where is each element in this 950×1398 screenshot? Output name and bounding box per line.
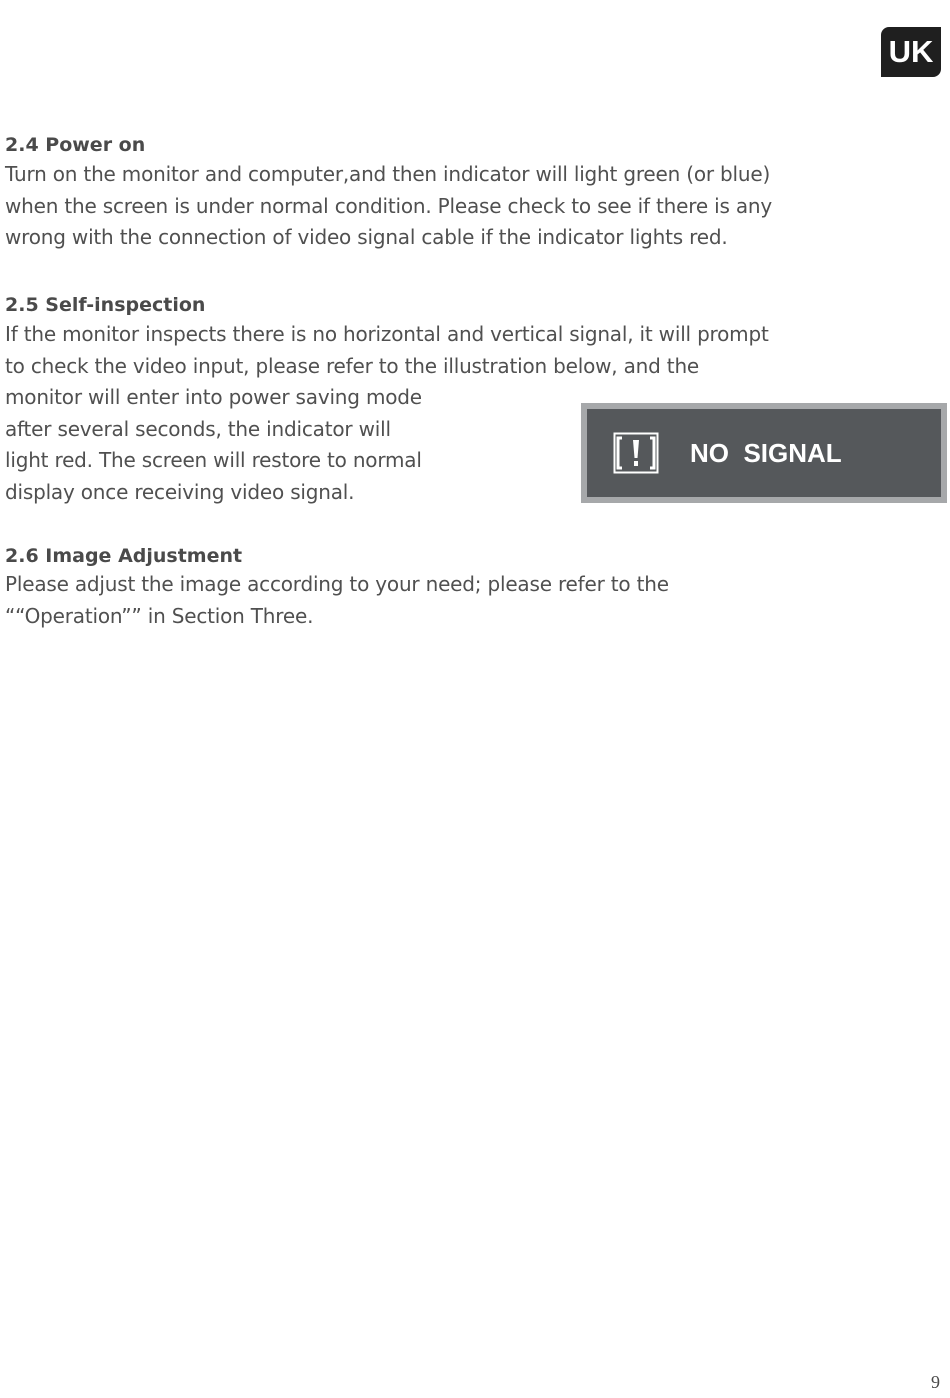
- section-heading-image-adjustment: 2.6 Image Adjustment: [5, 545, 243, 567]
- body-line: If the monitor inspects there is no horizontal and vertical signal, it will prompt: [5, 322, 769, 346]
- body-line: light red. The screen will restore to normal: [5, 448, 422, 472]
- body-line: wrong with the connection of video signal cable if the indicator lights red.: [5, 225, 728, 249]
- body-line: ““Operation”” in Section Three.: [5, 603, 314, 628]
- language-badge: [881, 27, 941, 77]
- body-line: Please adjust the image according to your need; please refer to the: [5, 572, 669, 596]
- body-line: display once receiving video signal.: [5, 479, 355, 504]
- body-line: when the screen is under normal condition. Please check to see if there is any: [5, 193, 772, 218]
- section-heading-power-on: 2.4 Power on: [5, 134, 146, 156]
- body-line: after several seconds, the indicator will: [5, 416, 391, 441]
- body-line: Turn on the monitor and computer,and then indicator will light green (or blue): [5, 162, 771, 186]
- warning-icon: [613, 432, 659, 474]
- body-line: monitor will enter into power saving mode: [5, 385, 422, 409]
- section-body-image-adjustment: [5, 569, 669, 632]
- section-heading-self-inspection: 2.5 Self-inspection: [5, 294, 206, 316]
- no-signal-panel: [587, 409, 941, 497]
- body-line: to check the video input, please refer to the illustration below, and the: [5, 353, 700, 378]
- section-body-power-on: [5, 159, 772, 254]
- no-signal-illustration: [581, 403, 947, 503]
- page-number: 9: [931, 1372, 940, 1392]
- no-signal-message: NO SIGNAL: [690, 437, 842, 468]
- language-badge-label: UK: [888, 34, 934, 69]
